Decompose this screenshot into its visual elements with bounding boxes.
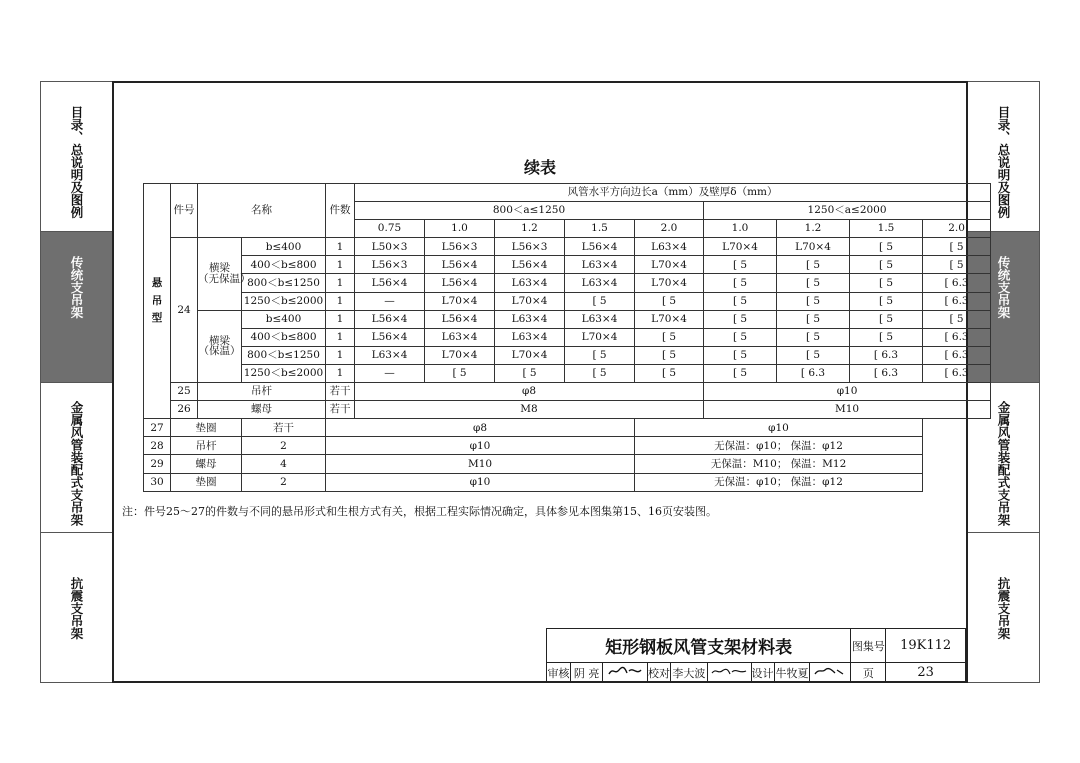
qty-cell: 若干 (326, 383, 355, 401)
checker-signature (707, 663, 751, 683)
table-row (144, 455, 991, 473)
header-dimension: 风管水平方向边长a（mm）及壁厚δ（mm） (355, 184, 991, 202)
size-range-cell: 1250＜b≤2000 (242, 364, 326, 382)
material-cell: φ10 (635, 419, 923, 437)
material-cell: φ10 (704, 383, 991, 401)
material-cell: φ10 (326, 437, 635, 455)
category-cell (198, 238, 251, 310)
material-cell: 无保温：φ10； 保温：φ12 (635, 437, 923, 455)
material-cell: [ 5 (777, 328, 850, 346)
material-cell: [ 5 (777, 310, 850, 328)
table-row (144, 401, 991, 419)
material-cell: [ 6.3 (777, 364, 850, 382)
part-no-cell: 25 (171, 383, 198, 401)
table-row (144, 238, 991, 256)
table-row (144, 383, 991, 401)
header-part-no: 件号 (171, 184, 198, 238)
category-cell (198, 310, 242, 382)
index-tab-traditional-supports[interactable]: 传统支吊架 (41, 232, 112, 383)
header-row-1 (144, 184, 991, 202)
material-cell: L70×4 (495, 292, 565, 310)
size-range-cell: 800＜b≤1250 (242, 346, 326, 364)
qty-cell: 1 (326, 292, 355, 310)
material-cell: L63×4 (495, 274, 565, 292)
qty-cell: 1 (326, 310, 355, 328)
material-cell: [ 5 (850, 274, 923, 292)
material-cell: — (355, 364, 425, 382)
part-no-cell: 29 (144, 455, 171, 473)
table-row (144, 274, 991, 292)
designer-signature (810, 663, 851, 683)
material-cell: L56×4 (495, 256, 565, 274)
size-range-cell: 1250＜b≤2000 (242, 292, 326, 310)
category-label: 横梁 (209, 262, 230, 275)
material-cell: [ 6.3 (850, 364, 923, 382)
review-label: 审核 (547, 663, 571, 683)
reviewer-name: 阴 亮 (570, 663, 602, 683)
material-cell: M10 (704, 401, 991, 419)
header-range-2: 1250＜a≤2000 (704, 202, 991, 220)
material-cell: [ 6.3 (923, 346, 991, 364)
header-qty: 件数 (326, 184, 355, 238)
part-name-cell: 垫圈 (171, 473, 242, 491)
material-cell: φ8 (326, 419, 635, 437)
atlas-number: 19K112 (886, 629, 966, 663)
part-no-cell: 28 (144, 437, 171, 455)
material-cell: [ 5 (850, 310, 923, 328)
material-cell: M10 (326, 455, 635, 473)
material-cell: [ 5 (495, 364, 565, 382)
index-tab-seismic-supports-right[interactable]: 抗震支吊架 (996, 577, 1011, 640)
thickness-header: 2.0 (635, 220, 704, 238)
category-label: 横梁 (209, 334, 230, 347)
qty-cell: 2 (242, 473, 326, 491)
part-name-cell: 垫圈 (171, 419, 242, 437)
size-range-cell: b≤400 (242, 310, 326, 328)
designer-name: 牛牧夏 (774, 663, 810, 683)
index-tab-seismic-supports[interactable]: 抗震支吊架 (69, 577, 84, 640)
drawing-frame (112, 81, 968, 683)
material-cell: [ 6.3 (923, 292, 991, 310)
material-cell: L63×4 (355, 346, 425, 364)
material-cell: [ 5 (704, 292, 777, 310)
index-tab-contents-right[interactable]: 目录、总说明及图例 (968, 82, 1039, 232)
category-label: （无保温） (198, 272, 251, 285)
left-index-column (40, 81, 112, 683)
check-label: 校对 (648, 663, 671, 683)
material-cell: 无保温：φ10； 保温：φ12 (635, 473, 923, 491)
table-title: 续表 (523, 158, 556, 177)
table-row (144, 364, 991, 382)
qty-cell: 1 (326, 274, 355, 292)
part-no-cell: 24 (171, 238, 198, 383)
material-cell: [ 5 (850, 238, 923, 256)
material-cell: L56×4 (355, 328, 425, 346)
material-cell: L70×4 (777, 238, 850, 256)
size-range-cell: 400＜b≤800 (242, 328, 326, 346)
material-cell: [ 5 (565, 292, 635, 310)
part-no-cell: 26 (171, 401, 198, 419)
qty-cell: 2 (242, 437, 326, 455)
qty-cell: 1 (326, 364, 355, 382)
material-cell: L56×4 (425, 256, 495, 274)
part-name-cell: 吊杆 (198, 383, 326, 401)
material-cell: [ 5 (635, 364, 704, 382)
material-cell: L56×4 (355, 274, 425, 292)
thickness-header: 0.75 (355, 220, 425, 238)
thickness-header: 1.0 (425, 220, 495, 238)
material-cell: [ 5 (777, 256, 850, 274)
index-tab-traditional-supports-right[interactable]: 传统支吊架 (968, 232, 1039, 383)
table-row (144, 419, 991, 437)
title-block (546, 628, 966, 683)
part-no-cell: 30 (144, 473, 171, 491)
material-cell: L70×4 (565, 328, 635, 346)
thickness-header: 1.5 (850, 220, 923, 238)
header-range-1: 800＜a≤1250 (355, 202, 704, 220)
material-cell: [ 5 (777, 292, 850, 310)
material-cell: [ 5 (425, 364, 495, 382)
material-cell: L70×4 (425, 292, 495, 310)
index-tab-metal-duct-supports-right[interactable]: 金属风管装配式支吊架 (968, 383, 1039, 533)
material-cell: [ 5 (850, 292, 923, 310)
thickness-header: 1.5 (565, 220, 635, 238)
material-cell: [ 5 (704, 274, 777, 292)
material-cell: M8 (355, 401, 704, 419)
material-cell: L56×4 (565, 238, 635, 256)
material-cell: L63×4 (565, 310, 635, 328)
material-cell: L70×4 (635, 256, 704, 274)
category-label: （保温） (198, 345, 241, 358)
part-no-cell: 27 (144, 419, 171, 437)
material-cell: L56×3 (425, 238, 495, 256)
checker-name: 李大波 (671, 663, 708, 683)
material-cell: L70×4 (704, 238, 777, 256)
thickness-header: 1.2 (777, 220, 850, 238)
part-name-cell: 吊杆 (171, 437, 242, 455)
material-cell: [ 5 (704, 346, 777, 364)
table-row (144, 256, 991, 274)
table-row (144, 292, 991, 310)
size-range-cell: 800＜b≤1250 (242, 274, 326, 292)
qty-cell: 1 (326, 328, 355, 346)
material-cell: L56×4 (425, 274, 495, 292)
index-tab-contents[interactable]: 目录、总说明及图例 (41, 82, 112, 232)
part-name-cell: 螺母 (198, 401, 326, 419)
material-cell: L56×3 (495, 238, 565, 256)
qty-cell: 1 (326, 346, 355, 364)
qty-cell: 若干 (326, 401, 355, 419)
material-cell: [ 5 (704, 364, 777, 382)
material-cell: L50×3 (355, 238, 425, 256)
table-row (144, 473, 991, 491)
material-cell: [ 5 (850, 256, 923, 274)
material-cell: [ 5 (850, 328, 923, 346)
qty-cell: 若干 (242, 419, 326, 437)
drawing-title: 矩形钢板风管支架材料表 (547, 629, 851, 663)
material-cell: L56×3 (355, 256, 425, 274)
material-cell: L56×4 (355, 310, 425, 328)
material-cell: [ 5 (777, 346, 850, 364)
material-table (143, 183, 991, 492)
material-cell: L70×4 (425, 346, 495, 364)
group-label-hanging-type: 悬 吊 型 (144, 184, 171, 419)
material-cell: L63×4 (565, 256, 635, 274)
material-cell: [ 5 (635, 328, 704, 346)
table-row (144, 437, 991, 455)
page-label: 页 (851, 663, 886, 683)
table-row (144, 328, 991, 346)
atlas-label: 图集号 (851, 629, 886, 663)
material-cell: L56×4 (425, 310, 495, 328)
material-cell: [ 6.3 (850, 346, 923, 364)
size-range-cell: b≤400 (242, 238, 326, 256)
material-cell: [ 5 (565, 364, 635, 382)
material-cell: 无保温：M10； 保温：M12 (635, 455, 923, 473)
material-cell: φ10 (326, 473, 635, 491)
table-row (144, 346, 991, 364)
material-cell: φ8 (355, 383, 704, 401)
material-cell: [ 5 (777, 274, 850, 292)
material-cell: L63×4 (635, 238, 704, 256)
material-cell: L63×4 (425, 328, 495, 346)
material-cell: [ 5 (704, 256, 777, 274)
material-cell: — (355, 292, 425, 310)
thickness-header: 2.0 (923, 220, 991, 238)
material-cell: [ 6.3 (923, 364, 991, 382)
material-cell: L63×4 (495, 310, 565, 328)
material-cell: [ 5 (635, 346, 704, 364)
qty-cell: 1 (326, 256, 355, 274)
material-cell: L63×4 (565, 274, 635, 292)
design-label: 设计 (751, 663, 774, 683)
reviewer-signature (603, 663, 648, 683)
footnote: 注：件号25～27的件数与不同的悬吊形式和生根方式有关，根据工程实际情况确定，具体参见本图集第15、16页安装图。 (122, 505, 717, 518)
material-cell: [ 5 (635, 292, 704, 310)
material-cell: [ 5 (923, 310, 991, 328)
material-cell: [ 5 (704, 328, 777, 346)
table-row (144, 310, 991, 328)
material-cell: [ 6.3 (923, 328, 991, 346)
thickness-header: 1.0 (704, 220, 777, 238)
material-cell: [ 6.3 (923, 274, 991, 292)
material-cell: L63×4 (495, 328, 565, 346)
header-name: 名称 (198, 184, 326, 238)
part-name-cell: 螺母 (171, 455, 242, 473)
material-cell: L70×4 (635, 310, 704, 328)
page-number: 23 (886, 663, 966, 683)
index-tab-metal-duct-supports[interactable]: 金属风管装配式支吊架 (41, 383, 112, 533)
material-cell: [ 5 (704, 310, 777, 328)
qty-cell: 1 (326, 238, 355, 256)
size-range-cell: 400＜b≤800 (242, 256, 326, 274)
material-cell: L70×4 (635, 274, 704, 292)
material-cell: [ 5 (923, 238, 991, 256)
qty-cell: 4 (242, 455, 326, 473)
thickness-header: 1.2 (495, 220, 565, 238)
material-cell: [ 5 (923, 256, 991, 274)
material-cell: [ 5 (565, 346, 635, 364)
material-cell: L70×4 (495, 346, 565, 364)
